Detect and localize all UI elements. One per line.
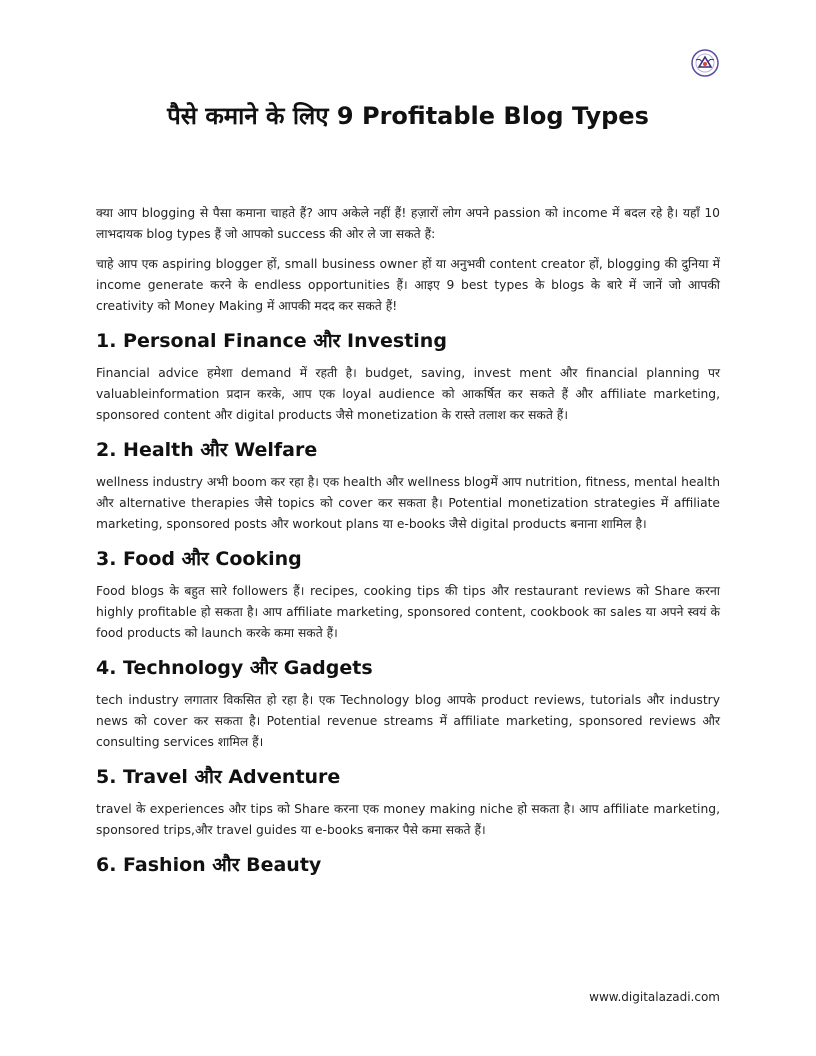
section-heading: 2. Health और Welfare xyxy=(96,439,318,461)
section-heading: 3. Food और Cooking xyxy=(96,548,302,570)
section-heading: 6. Fashion और Beauty xyxy=(96,854,322,876)
section-heading: 5. Travel और Adventure xyxy=(96,766,341,788)
section-paragraph: Financial advice हमेशा demand में रहती है। budget, saving, invest ment और financial planning पर valuableinformation प्रदान करके, आप एक loyal audience को आकर्षित कर सकते हैं और affiliate marketing, sponsored content और digital products जैसे monetization के रास्ते तलाश कर सकते हैं। xyxy=(96,366,720,422)
intro-paragraph: क्या आप blogging से पैसा कमाना चाहते हैं? आप अकेले नहीं हैं! हज़ारों लोग अपने passion को income में बदल रहे है। यहाँ 10 लाभदायक blog types हैं जो आपको success की ओर ले जा सकते हैं: xyxy=(96,206,720,241)
page-title: पैसे कमाने के लिए 9 Profitable Blog Types xyxy=(167,102,649,130)
footer-website-link[interactable]: www.digitalazadi.com xyxy=(589,990,720,1004)
section-paragraph: Food blogs के बहुत सारे followers हैं। recipes, cooking tips की tips और restaurant reviews को Share करना highly profitable हो सकता है। आप affiliate marketing, sponsored content, cookbook का sales या अपने स्वयं के food products को launch करके कमा सकते हैं। xyxy=(96,584,720,640)
site-logo-icon xyxy=(690,48,720,78)
section-paragraph: travel के experiences और tips को Share करना एक money making niche हो सकता है। आप affiliate marketing, sponsored trips,और travel guides या e-books बनाकर पैसे कमा सकते हैं। xyxy=(96,802,720,837)
section-heading: 1. Personal Finance और Investing xyxy=(96,330,447,352)
section-paragraph: tech industry लगातार विकसित हो रहा है। एक Technology blog आपके product reviews, tutorials और industry news को cover कर सकता है। Potential revenue streams में affiliate marketing, sponsored reviews और consulting services शामिल हैं। xyxy=(96,693,720,749)
intro-paragraph: चाहे आप एक aspiring blogger हों, small business owner हों या अनुभवी content creator हों, blogging की दुनिया में income generate करने के endless opportunities हैं। आइए 9 best types के blogs के बारे में जानें जो आपकी creativity को Money Making में आपकी मदद कर सकते हैं! xyxy=(96,257,720,313)
section-heading: 4. Technology और Gadgets xyxy=(96,657,373,679)
article-body xyxy=(96,203,720,887)
section-paragraph: wellness industry अभी boom कर रहा है। एक health और wellness blogमें आप nutrition, fitness, mental health और alternative therapies जैसे topics को cover कर सकता है। Potential monetization strategies में affiliate marketing, sponsored posts और workout plans या e-books जैसे digital products बनाना शामिल है। xyxy=(96,475,720,531)
